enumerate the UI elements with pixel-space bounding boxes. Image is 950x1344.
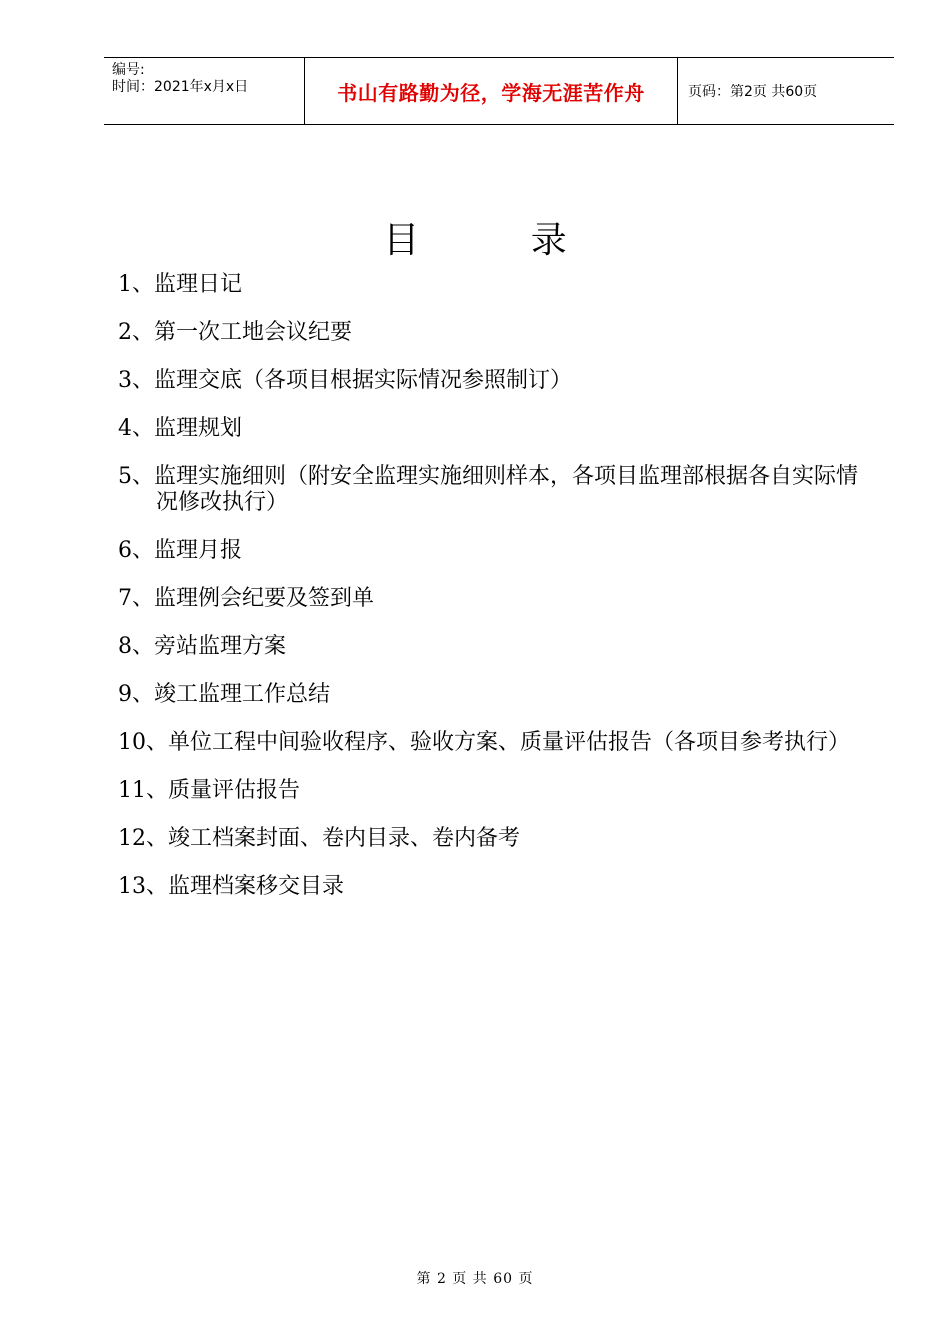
time-label: 时间：2021年x月x日: [112, 79, 249, 95]
page-header: [104, 57, 894, 125]
toc-item: 4、监理规划: [118, 416, 242, 441]
toc-item: 9、竣工监理工作总结: [118, 682, 330, 707]
toc-item: 6、监理月报: [118, 538, 242, 563]
toc-item: 11、质量评估报告: [118, 778, 300, 803]
toc-item: 3、监理交底（各项目根据实际情况参照制订）: [118, 368, 572, 393]
page-footer: 第 2 页 共 60 页: [416, 1271, 534, 1287]
number-label: 编号:: [112, 62, 145, 78]
toc-item: 7、监理例会纪要及签到单: [118, 586, 374, 611]
toc-item: 1、监理日记: [118, 272, 242, 297]
toc-item: 10、单位工程中间验收程序、验收方案、质量评估报告（各项目参考执行）: [118, 730, 850, 755]
toc-item: 13、监理档案移交目录: [118, 874, 344, 899]
table-of-contents: [118, 272, 878, 922]
page-title: 目 录: [383, 220, 617, 261]
toc-item: 5、监理实施细则（附安全监理实施细则样本，各项目监理部根据各自实际情况修改执行）: [118, 464, 858, 515]
toc-item: 2、第一次工地会议纪要: [118, 320, 352, 345]
toc-item: 8、旁站监理方案: [118, 634, 286, 659]
toc-item: 12、竣工档案封面、卷内目录、卷内备考: [118, 826, 520, 851]
header-meta: [104, 58, 305, 124]
header-page-info: 页码：第2页 共60页: [688, 84, 818, 100]
header-motto: 书山有路勤为径，学海无涯苦作舟: [305, 58, 678, 124]
